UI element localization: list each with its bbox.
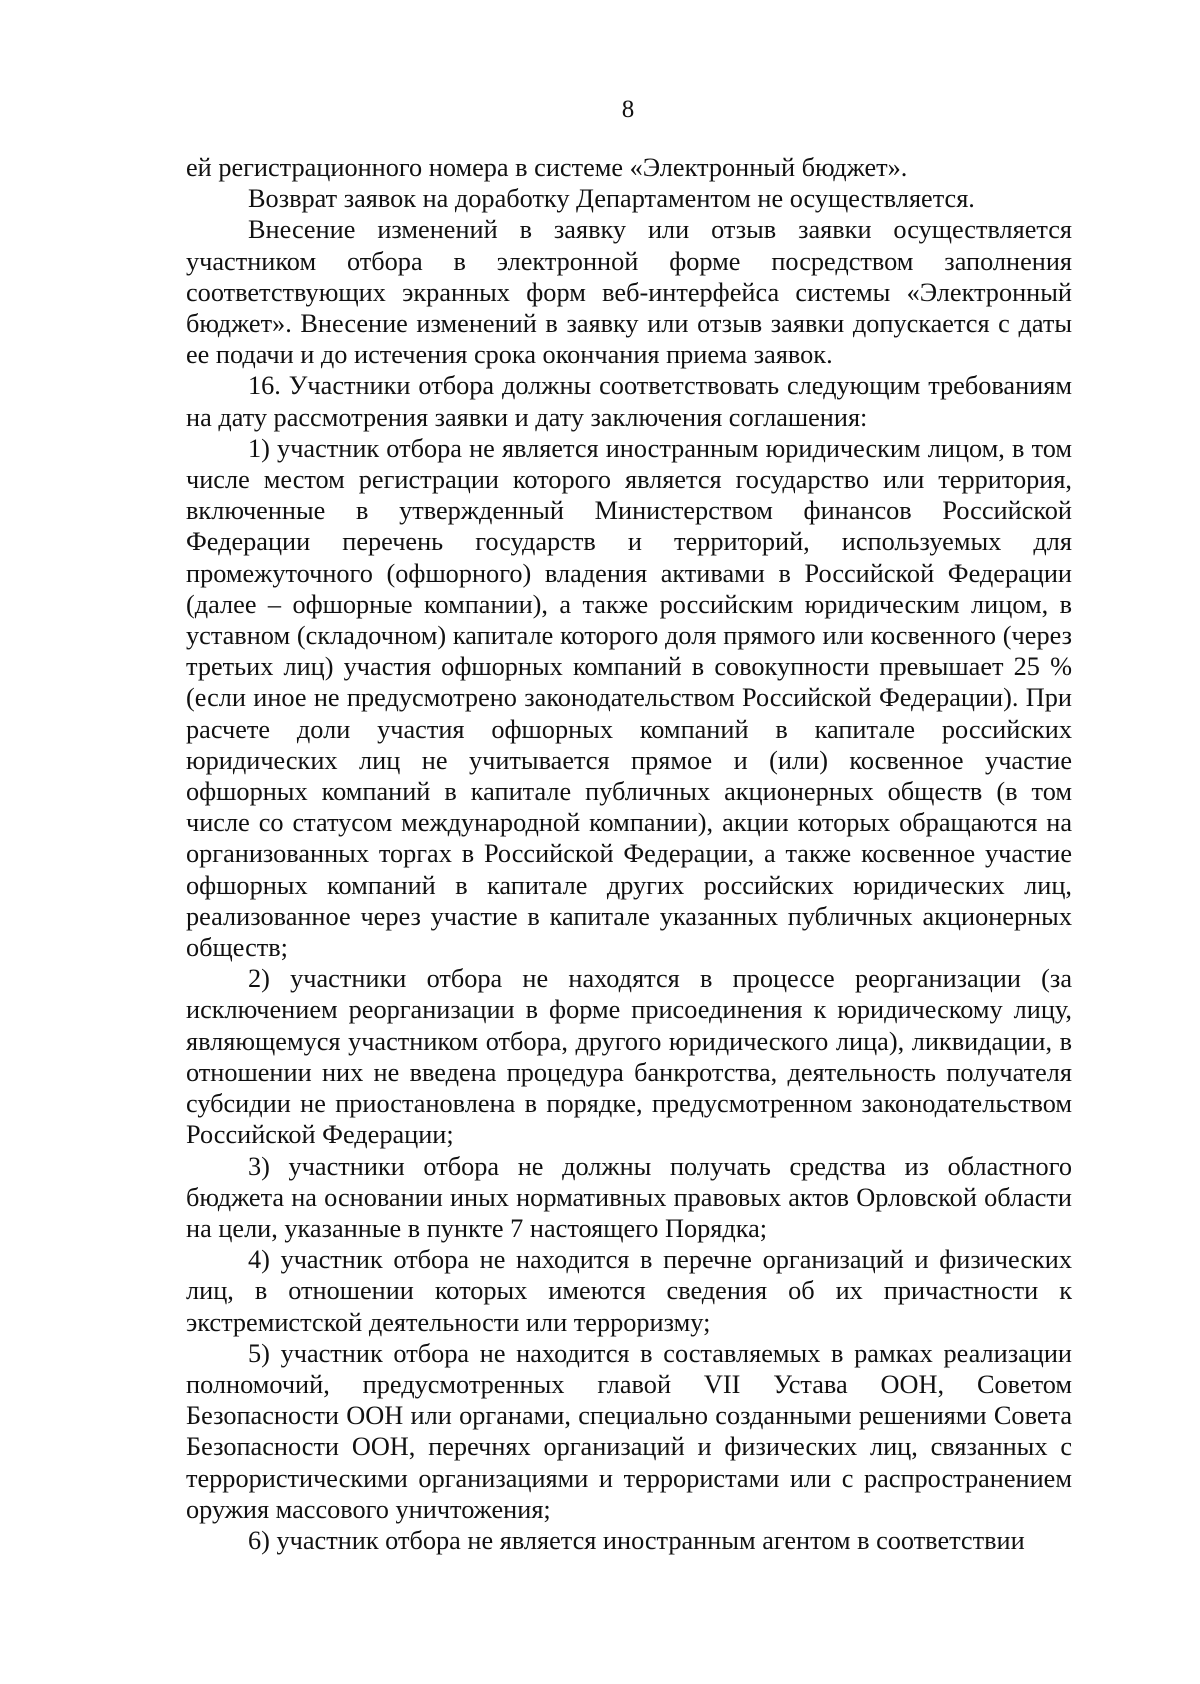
paragraph-item-4: 4) участник отбора не находится в перечне организаций и физических лиц, в отношении которых имеются сведения об их причастности к экстремистской деятельности или терроризму; [186, 1245, 1072, 1337]
paragraph-item-1: 1) участник отбора не является иностранным юридическим лицом, в том числе местом регистрации которого является государство или территория, включенные в утвержденный Министерством финансов Российской Федерации перечень государств и территорий, используемых для промежуточного (офшорного) владения активами в Российской Федерации (далее – офшорные компании), а также российским юридическим лицом, в уставном (складочном) капитале которого доля прямого или косвенного (через третьих лиц) участия офшорных компаний в совокупности превышает 25 % (если иное не предусмотрено законодательством Российской Федерации). При расчете доли участия офшорных компаний в капитале российских юридических лиц не учитывается прямое и (или) косвенное участие офшорных компаний в капитале публичных акционерных обществ (в том числе со статусом международной компании), акции которых обращаются на организованных торгах в Российской Федерации, а также косвенное участие офшорных компаний в капитале других российских юридических лиц, реализованное через участие в капитале указанных публичных акционерных обществ; [186, 433, 1072, 963]
paragraph-item-6: 6) участник отбора не является иностранным агентом в соответствии [248, 1525, 1025, 1555]
paragraph-continuation: ей регистрационного номера в системе «Электронный бюджет». [186, 153, 908, 182]
paragraph-clause-16: 16. Участники отбора должны соответствовать следующим требованиям на дату рассмотрения заявки и дату заключения соглашения: [186, 371, 1072, 432]
page-number: 8 [621, 96, 635, 123]
paragraph-item-3: 3) участники отбора не должны получать средства из областного бюджета на основании иных нормативных правовых актов Орловской области на цели, указанные в пункте 7 настоящего Порядка; [186, 1151, 1072, 1243]
paragraph-item-2: 2) участники отбора не находятся в процессе реорганизации (за исключением реорганизации в форме присоединения к юридическому лицу, являющемуся участником отбора, другого юридического лица), ликвидации, в отношении них не введена процедура банкротства, деятельность получателя субсидии не приостановлена в порядке, предусмотренном законодательством Российской Федерации; [186, 964, 1072, 1150]
paragraph-application-changes: Внесение изменений в заявку или отзыв заявки осуществляется участником отбора в электронной форме посредством заполнения соответствующих экранных форм веб-интерфейса системы «Электронный бюджет». Внесение изменений в заявку или отзыв заявки допускается с даты ее подачи и до истечения срока окончания приема заявок. [186, 215, 1072, 370]
paragraph-item-5: 5) участник отбора не находится в составляемых в рамках реализации полномочий, предусмотренных главой VII Устава ООН, Советом Безопасности ООН или органами, специально созданными решениями Совета Безопасности ООН, перечнях организаций и физических лиц, связанных с террористическими организациями и террористами или с распространением оружия массового уничтожения; [186, 1338, 1072, 1524]
document-body [186, 152, 1072, 1556]
paragraph-return-of-applications: Возврат заявок на доработку Департаментом не осуществляется. [248, 184, 975, 214]
